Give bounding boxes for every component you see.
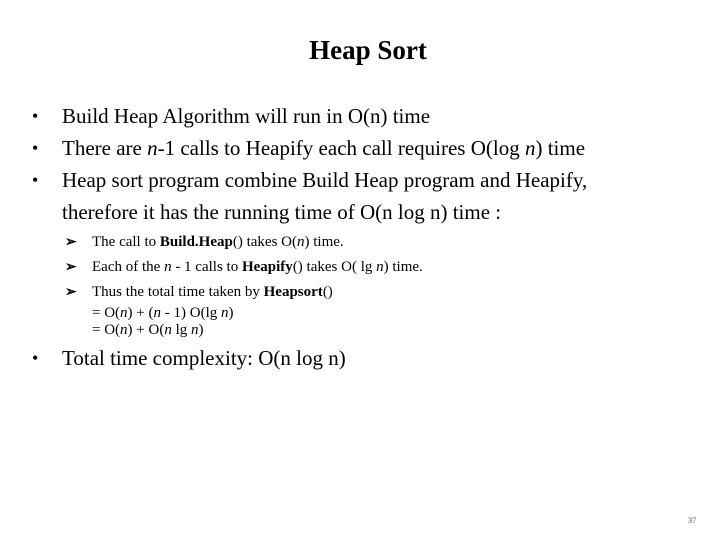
text-run: lg xyxy=(171,322,192,338)
text-run: ) time. xyxy=(304,234,344,250)
bullet-text xyxy=(62,164,587,228)
function-name: Heapify xyxy=(241,259,293,275)
bullet-icon: • xyxy=(32,106,39,126)
bullet-list xyxy=(32,100,692,228)
equation-line xyxy=(65,322,665,339)
text-run: ) xyxy=(228,305,234,321)
variable-n: n xyxy=(147,136,158,160)
text-run: The call to xyxy=(92,234,160,250)
text-run: -1 calls to Heapify each call requires O(log xyxy=(157,136,525,160)
variable-n: n xyxy=(120,305,128,321)
text-run: Thus the total time taken by xyxy=(92,284,264,300)
bullet-item xyxy=(32,164,692,228)
bullet-list-final xyxy=(32,342,692,374)
page-number: 37 xyxy=(688,516,696,525)
text-run: () takes O( lg xyxy=(292,259,377,275)
variable-n: n xyxy=(376,259,384,275)
text-run: Each of the xyxy=(92,259,165,275)
sub-bullet-item xyxy=(65,280,665,305)
bullet-item xyxy=(32,342,692,374)
text-run: - 1 calls to xyxy=(171,259,242,275)
variable-n: n xyxy=(120,322,128,338)
text-run: () takes O( xyxy=(232,234,297,250)
sub-bullet-item xyxy=(65,230,665,255)
text-run: ) + O( xyxy=(127,322,165,338)
text-run: - 1) O(lg xyxy=(161,305,221,321)
bullet-icon: • xyxy=(32,138,39,158)
bullet-icon: • xyxy=(32,348,39,368)
text-run: There are xyxy=(62,136,148,160)
text-run: ) time xyxy=(535,136,586,160)
sub-bullet-item xyxy=(65,255,665,280)
text-run: ) + ( xyxy=(127,305,154,321)
text-run: ) time. xyxy=(383,259,423,275)
sub-bullet-text xyxy=(92,230,344,255)
arrow-bullet-icon: ➢ xyxy=(65,285,77,300)
arrow-bullet-icon: ➢ xyxy=(65,260,77,275)
sub-bullet-text xyxy=(92,255,423,280)
variable-n: n xyxy=(524,136,536,160)
slide-title: Heap Sort xyxy=(309,35,427,65)
bullet-text xyxy=(62,132,585,164)
text-run: = O( xyxy=(92,322,121,338)
variable-n: n xyxy=(221,305,229,321)
variable-n: n xyxy=(164,322,172,338)
text-run: Heap sort program combine Build Heap program and Heapify, xyxy=(62,168,588,192)
function-name: Build.Heap xyxy=(159,234,233,250)
equation-line xyxy=(65,305,665,322)
bullet-text: Total time complexity: O(n log n) xyxy=(62,346,346,370)
arrow-bullet-icon: ➢ xyxy=(65,235,77,250)
text-run: = O( xyxy=(92,305,121,321)
function-name: Heapsort xyxy=(263,284,323,300)
bullet-icon: • xyxy=(32,170,39,190)
text-run: ) xyxy=(198,322,204,338)
sub-bullet-text xyxy=(92,280,333,305)
sub-bullet-list xyxy=(65,230,665,339)
bullet-text: Build Heap Algorithm will run in O(n) time xyxy=(62,104,431,128)
bullet-item xyxy=(32,132,692,164)
variable-n: n xyxy=(296,234,305,250)
bullet-item xyxy=(32,100,692,132)
text-run: therefore it has the running time of O(n log n) time : xyxy=(62,200,502,224)
variable-n: n xyxy=(191,322,199,338)
text-run: () xyxy=(322,284,333,300)
variable-n: n xyxy=(164,259,172,275)
variable-n: n xyxy=(153,305,161,321)
